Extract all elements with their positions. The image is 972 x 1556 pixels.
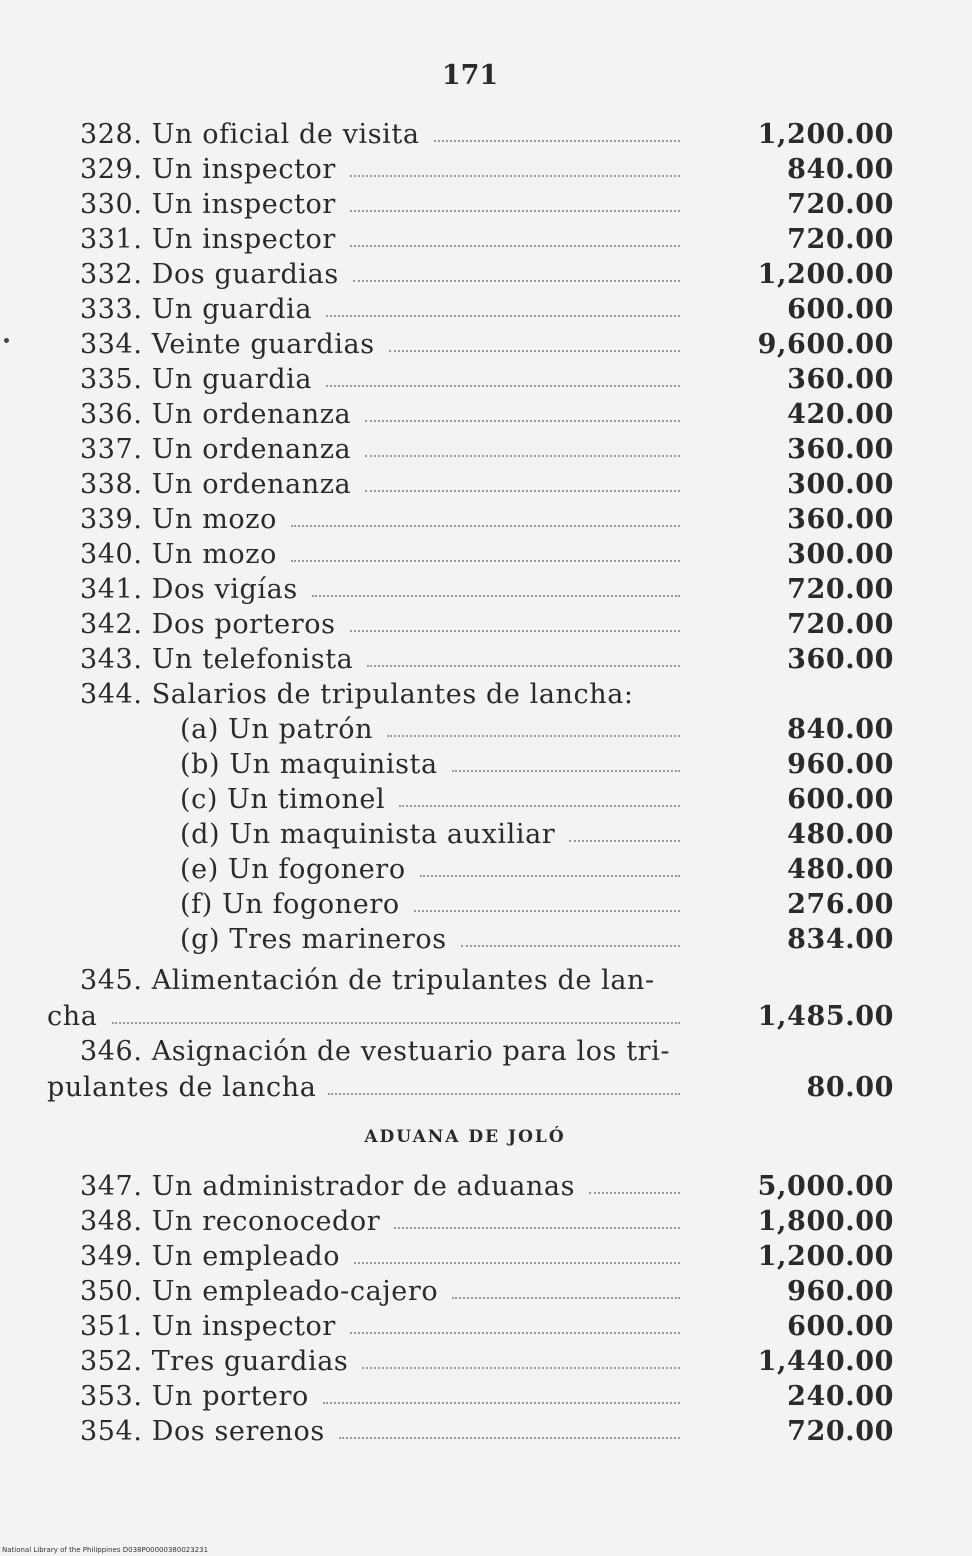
entry-amount: 600.00 — [787, 784, 894, 815]
entry-amount: 1,200.00 — [757, 259, 894, 290]
entry-label: 353. Un portero — [80, 1381, 309, 1412]
entry-row — [0, 397, 972, 432]
leader-dots — [365, 490, 680, 492]
leader-dots — [312, 595, 680, 597]
entry-label: (f) Un fogonero — [180, 889, 400, 920]
entry-amount: 720.00 — [787, 1416, 894, 1447]
entry-label: (c) Un timonel — [180, 784, 386, 815]
entry-label: 349. Un empleado — [80, 1241, 341, 1272]
entry-row — [0, 747, 972, 782]
leader-dots — [589, 1192, 680, 1194]
entry-label: 342. Dos porteros — [80, 609, 336, 640]
entry-label: 350. Un empleado-cajero — [80, 1276, 439, 1307]
entry-amount: 840.00 — [787, 154, 894, 185]
item-345-line2 — [0, 999, 972, 1034]
entry-row — [0, 572, 972, 607]
entry-label: 335. Un guardia — [80, 364, 313, 395]
leader-dots — [350, 1332, 680, 1334]
entry-label: 340. Un mozo — [80, 539, 277, 570]
entry-row — [0, 712, 972, 747]
entry-amount: 276.00 — [787, 889, 894, 920]
item-346-line2 — [0, 1070, 972, 1105]
entry-amount: 1,440.00 — [757, 1346, 894, 1377]
leader-dots — [365, 455, 680, 457]
entry-amount: 960.00 — [787, 1276, 894, 1307]
entry-amount: 360.00 — [787, 364, 894, 395]
entry-row — [0, 327, 972, 362]
item-344 — [0, 677, 972, 712]
entry-row — [0, 607, 972, 642]
item-345-amount: 1,485.00 — [757, 1001, 894, 1032]
leader-dots — [461, 945, 680, 947]
entry-row — [0, 1239, 972, 1274]
entry-row — [0, 1309, 972, 1344]
entry-label: 343. Un telefonista — [80, 644, 354, 675]
leader-dots — [452, 770, 680, 772]
entry-row — [0, 117, 972, 152]
item-345-line1 — [0, 963, 972, 999]
entry-amount: 600.00 — [787, 294, 894, 325]
entry-label: (e) Un fogonero — [180, 854, 406, 885]
leader-dots — [350, 630, 680, 632]
entry-label: 328. Un oficial de visita — [80, 119, 420, 150]
entry-label: 341. Dos vigías — [80, 574, 298, 605]
entry-row — [0, 1344, 972, 1379]
entry-amount: 1,800.00 — [757, 1206, 894, 1237]
leader-dots — [399, 805, 680, 807]
entry-row — [0, 1204, 972, 1239]
entry-label: (g) Tres marineros — [180, 924, 447, 955]
leader-dots — [365, 420, 680, 422]
entry-amount: 720.00 — [787, 574, 894, 605]
entry-row — [0, 152, 972, 187]
entry-row — [0, 782, 972, 817]
entry-amount: 720.00 — [787, 609, 894, 640]
entry-row — [0, 1379, 972, 1414]
entry-row — [0, 362, 972, 397]
entry-amount: 600.00 — [787, 1311, 894, 1342]
leader-dots — [350, 210, 680, 212]
entry-row — [0, 642, 972, 677]
item-346-text-cont: pulantes de lancha — [47, 1072, 317, 1103]
leader-dots — [362, 1367, 680, 1369]
budget-entries — [0, 117, 972, 1449]
entry-label: 334. Veinte guardias — [80, 329, 375, 360]
entry-label: 348. Un reconocedor — [80, 1206, 381, 1237]
leader-dots — [394, 1227, 680, 1229]
entry-amount: 960.00 — [787, 749, 894, 780]
leader-dots — [326, 385, 680, 387]
item-345-text-cont: cha — [47, 1001, 98, 1032]
entry-amount: 480.00 — [787, 819, 894, 850]
entry-amount: 360.00 — [787, 504, 894, 535]
entry-amount: 720.00 — [787, 189, 894, 220]
entry-label: (b) Un maquinista — [180, 749, 438, 780]
entry-amount: 300.00 — [787, 539, 894, 570]
entry-row — [0, 502, 972, 537]
page-number: 171 — [441, 60, 499, 91]
leader-dots — [353, 280, 680, 282]
item-345-text: 345. Alimentación de tripulantes de lan- — [80, 965, 655, 996]
entry-amount: 480.00 — [787, 854, 894, 885]
entry-label: 352. Tres guardias — [80, 1346, 349, 1377]
entry-row — [0, 1274, 972, 1309]
leader-dots — [339, 1437, 680, 1439]
item-346-text: 346. Asignación de vestuario para los tri- — [80, 1036, 671, 1067]
footer-note: National Library of the Philippines D038P00000380023231 — [2, 1546, 209, 1554]
entry-label: 331. Un inspector — [80, 224, 336, 255]
leader-dots — [354, 1262, 680, 1264]
entry-amount: 300.00 — [787, 469, 894, 500]
entry-amount: 9,600.00 — [757, 329, 894, 360]
entry-row — [0, 292, 972, 327]
entry-amount: 5,000.00 — [757, 1171, 894, 1202]
entry-label: 329. Un inspector — [80, 154, 336, 185]
entry-amount: 360.00 — [787, 434, 894, 465]
entry-row — [0, 467, 972, 502]
entry-row — [0, 817, 972, 852]
entry-row — [0, 852, 972, 887]
leader-dots — [434, 140, 680, 142]
entry-label: 351. Un inspector — [80, 1311, 336, 1342]
entry-amount: 240.00 — [787, 1381, 894, 1412]
entry-label: 339. Un mozo — [80, 504, 277, 535]
entry-amount: 1,200.00 — [757, 1241, 894, 1272]
leader-dots — [291, 525, 680, 527]
entry-amount: 1,200.00 — [757, 119, 894, 150]
leader-dots — [323, 1402, 680, 1404]
leader-dots — [569, 840, 680, 842]
leader-dots — [389, 350, 680, 352]
entry-label: 330. Un inspector — [80, 189, 336, 220]
entry-row — [0, 257, 972, 292]
leader-dots — [420, 875, 680, 877]
entry-amount: 360.00 — [787, 644, 894, 675]
item-344-label: 344. Salarios de tripulantes de lancha: — [80, 679, 634, 710]
entry-row — [0, 537, 972, 572]
section-title: ADUANA DE JOLÓ — [364, 1127, 566, 1147]
sub-entries-list — [0, 712, 972, 957]
leader-dots — [414, 910, 680, 912]
entry-label: 332. Dos guardias — [80, 259, 339, 290]
leader-dots — [291, 560, 680, 562]
entry-amount: 720.00 — [787, 224, 894, 255]
leader-dots — [112, 1022, 680, 1024]
leader-dots — [326, 315, 680, 317]
entry-row — [0, 922, 972, 957]
leader-dots — [350, 245, 680, 247]
leader-dots — [452, 1297, 680, 1299]
entry-row — [0, 1414, 972, 1449]
entry-amount: 840.00 — [787, 714, 894, 745]
entries-list-b — [0, 1169, 972, 1449]
entry-label: (a) Un patrón — [180, 714, 374, 745]
entry-label: (d) Un maquinista auxiliar — [180, 819, 556, 850]
item-346-line1 — [0, 1034, 972, 1070]
leader-dots — [387, 735, 680, 737]
entry-row — [0, 187, 972, 222]
entry-amount: 834.00 — [787, 924, 894, 955]
entry-row — [0, 222, 972, 257]
entry-label: 347. Un administrador de aduanas — [80, 1171, 576, 1202]
entry-label: 338. Un ordenanza — [80, 469, 352, 500]
entry-row — [0, 1169, 972, 1204]
leader-dots — [367, 665, 680, 667]
leader-dots — [328, 1093, 680, 1095]
entry-label: 337. Un ordenanza — [80, 434, 352, 465]
entry-label: 354. Dos serenos — [80, 1416, 325, 1447]
entry-row — [0, 887, 972, 922]
leader-dots — [350, 175, 680, 177]
item-346-amount: 80.00 — [806, 1072, 894, 1103]
entry-label: 336. Un ordenanza — [80, 399, 352, 430]
entry-label: 333. Un guardia — [80, 294, 313, 325]
entry-row — [0, 432, 972, 467]
entry-amount: 420.00 — [787, 399, 894, 430]
entries-list-a — [0, 117, 972, 677]
